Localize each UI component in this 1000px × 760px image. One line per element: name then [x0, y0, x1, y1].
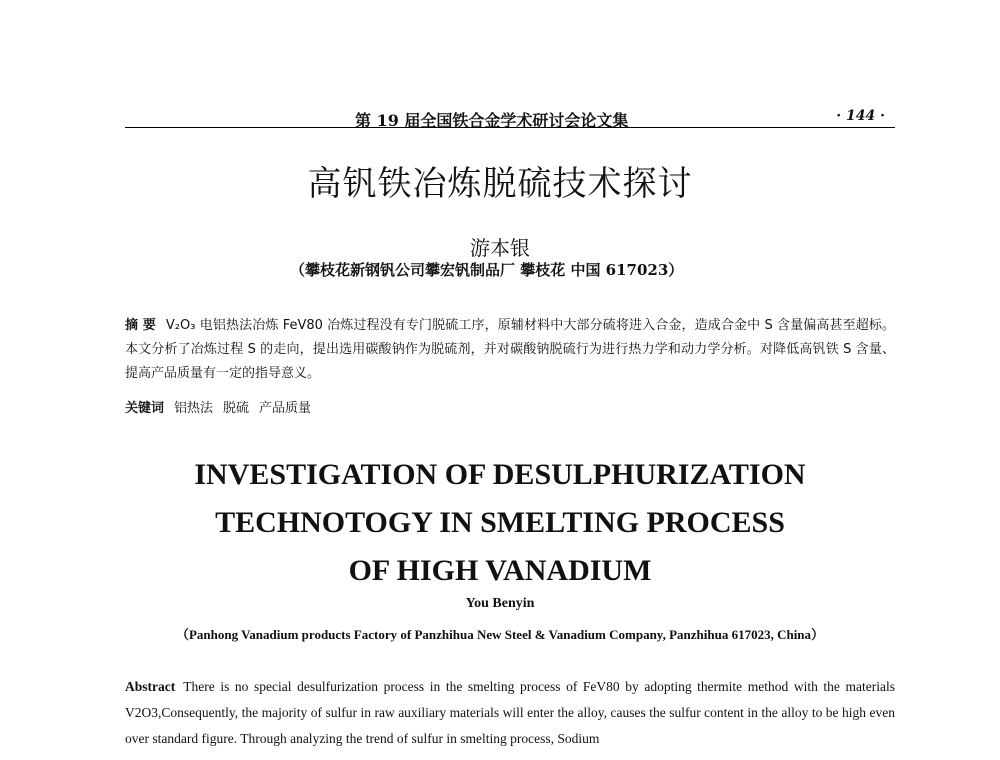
- keyword: 铝热法: [174, 401, 214, 416]
- english-author: You Benyin: [465, 596, 535, 611]
- english-affiliation: （Panhong Vanadium products Factory of Panzhihua New Steel & Vanadium Company, Panzhihua 617023, China）: [175, 627, 825, 642]
- chinese-keywords-label: 关键词: [125, 401, 165, 416]
- chinese-author: 游本银: [470, 236, 530, 260]
- chinese-abstract: [125, 314, 895, 386]
- keyword: 产品质量: [259, 401, 312, 416]
- page-number: · 144 ·: [836, 108, 885, 124]
- keyword: 脱硫: [223, 401, 250, 416]
- english-title-line-3: OF HIGH VANADIUM: [348, 554, 652, 587]
- english-abstract-label: Abstract: [125, 679, 176, 694]
- running-title: 第 19 届全国铁合金学术研讨会论文集: [355, 111, 629, 130]
- chinese-keywords: [125, 397, 895, 416]
- english-title-line-1: INVESTIGATION OF DESULPHURIZATION: [194, 458, 806, 491]
- chinese-affiliation: （攀枝花新钢钒公司攀宏钒制品厂 攀枝花 中国 617023）: [290, 261, 684, 279]
- chinese-title: 高钒铁冶炼脱硫技术探讨: [307, 164, 693, 204]
- english-abstract-text: There is no special desulfurization process in the smelting process of FeV80 by adopting thermite method with the materials V2O3,Consequently, the majority of sulfur in raw auxiliary materials will enter the alloy, causes the sulfur content in the alloy to be high even over standard figure. Through analyzing the trend of sulfur in smelting process, Sodium: [125, 679, 895, 746]
- english-abstract: [125, 674, 895, 752]
- header-rule: [125, 127, 895, 128]
- english-title-line-2: TECHNOTOGY IN SMELTING PROCESS: [215, 506, 785, 539]
- chinese-abstract-label: 摘 要: [125, 318, 156, 333]
- running-header: [125, 108, 895, 128]
- chinese-abstract-text: V₂O₃ 电铝热法冶炼 FeV80 冶炼过程没有专门脱硫工序，原辅材料中大部分硫将进入合金，造成合金中 S 含量偏高甚至超标。本文分析了冶炼过程 S 的走向，提出选用碳酸钠作为脱硫剂，并对碳酸钠脱硫行为进行热力学和动力学分析。对降低高钒铁 S 含量、提高产品质量有一定的指导意义。: [125, 318, 895, 381]
